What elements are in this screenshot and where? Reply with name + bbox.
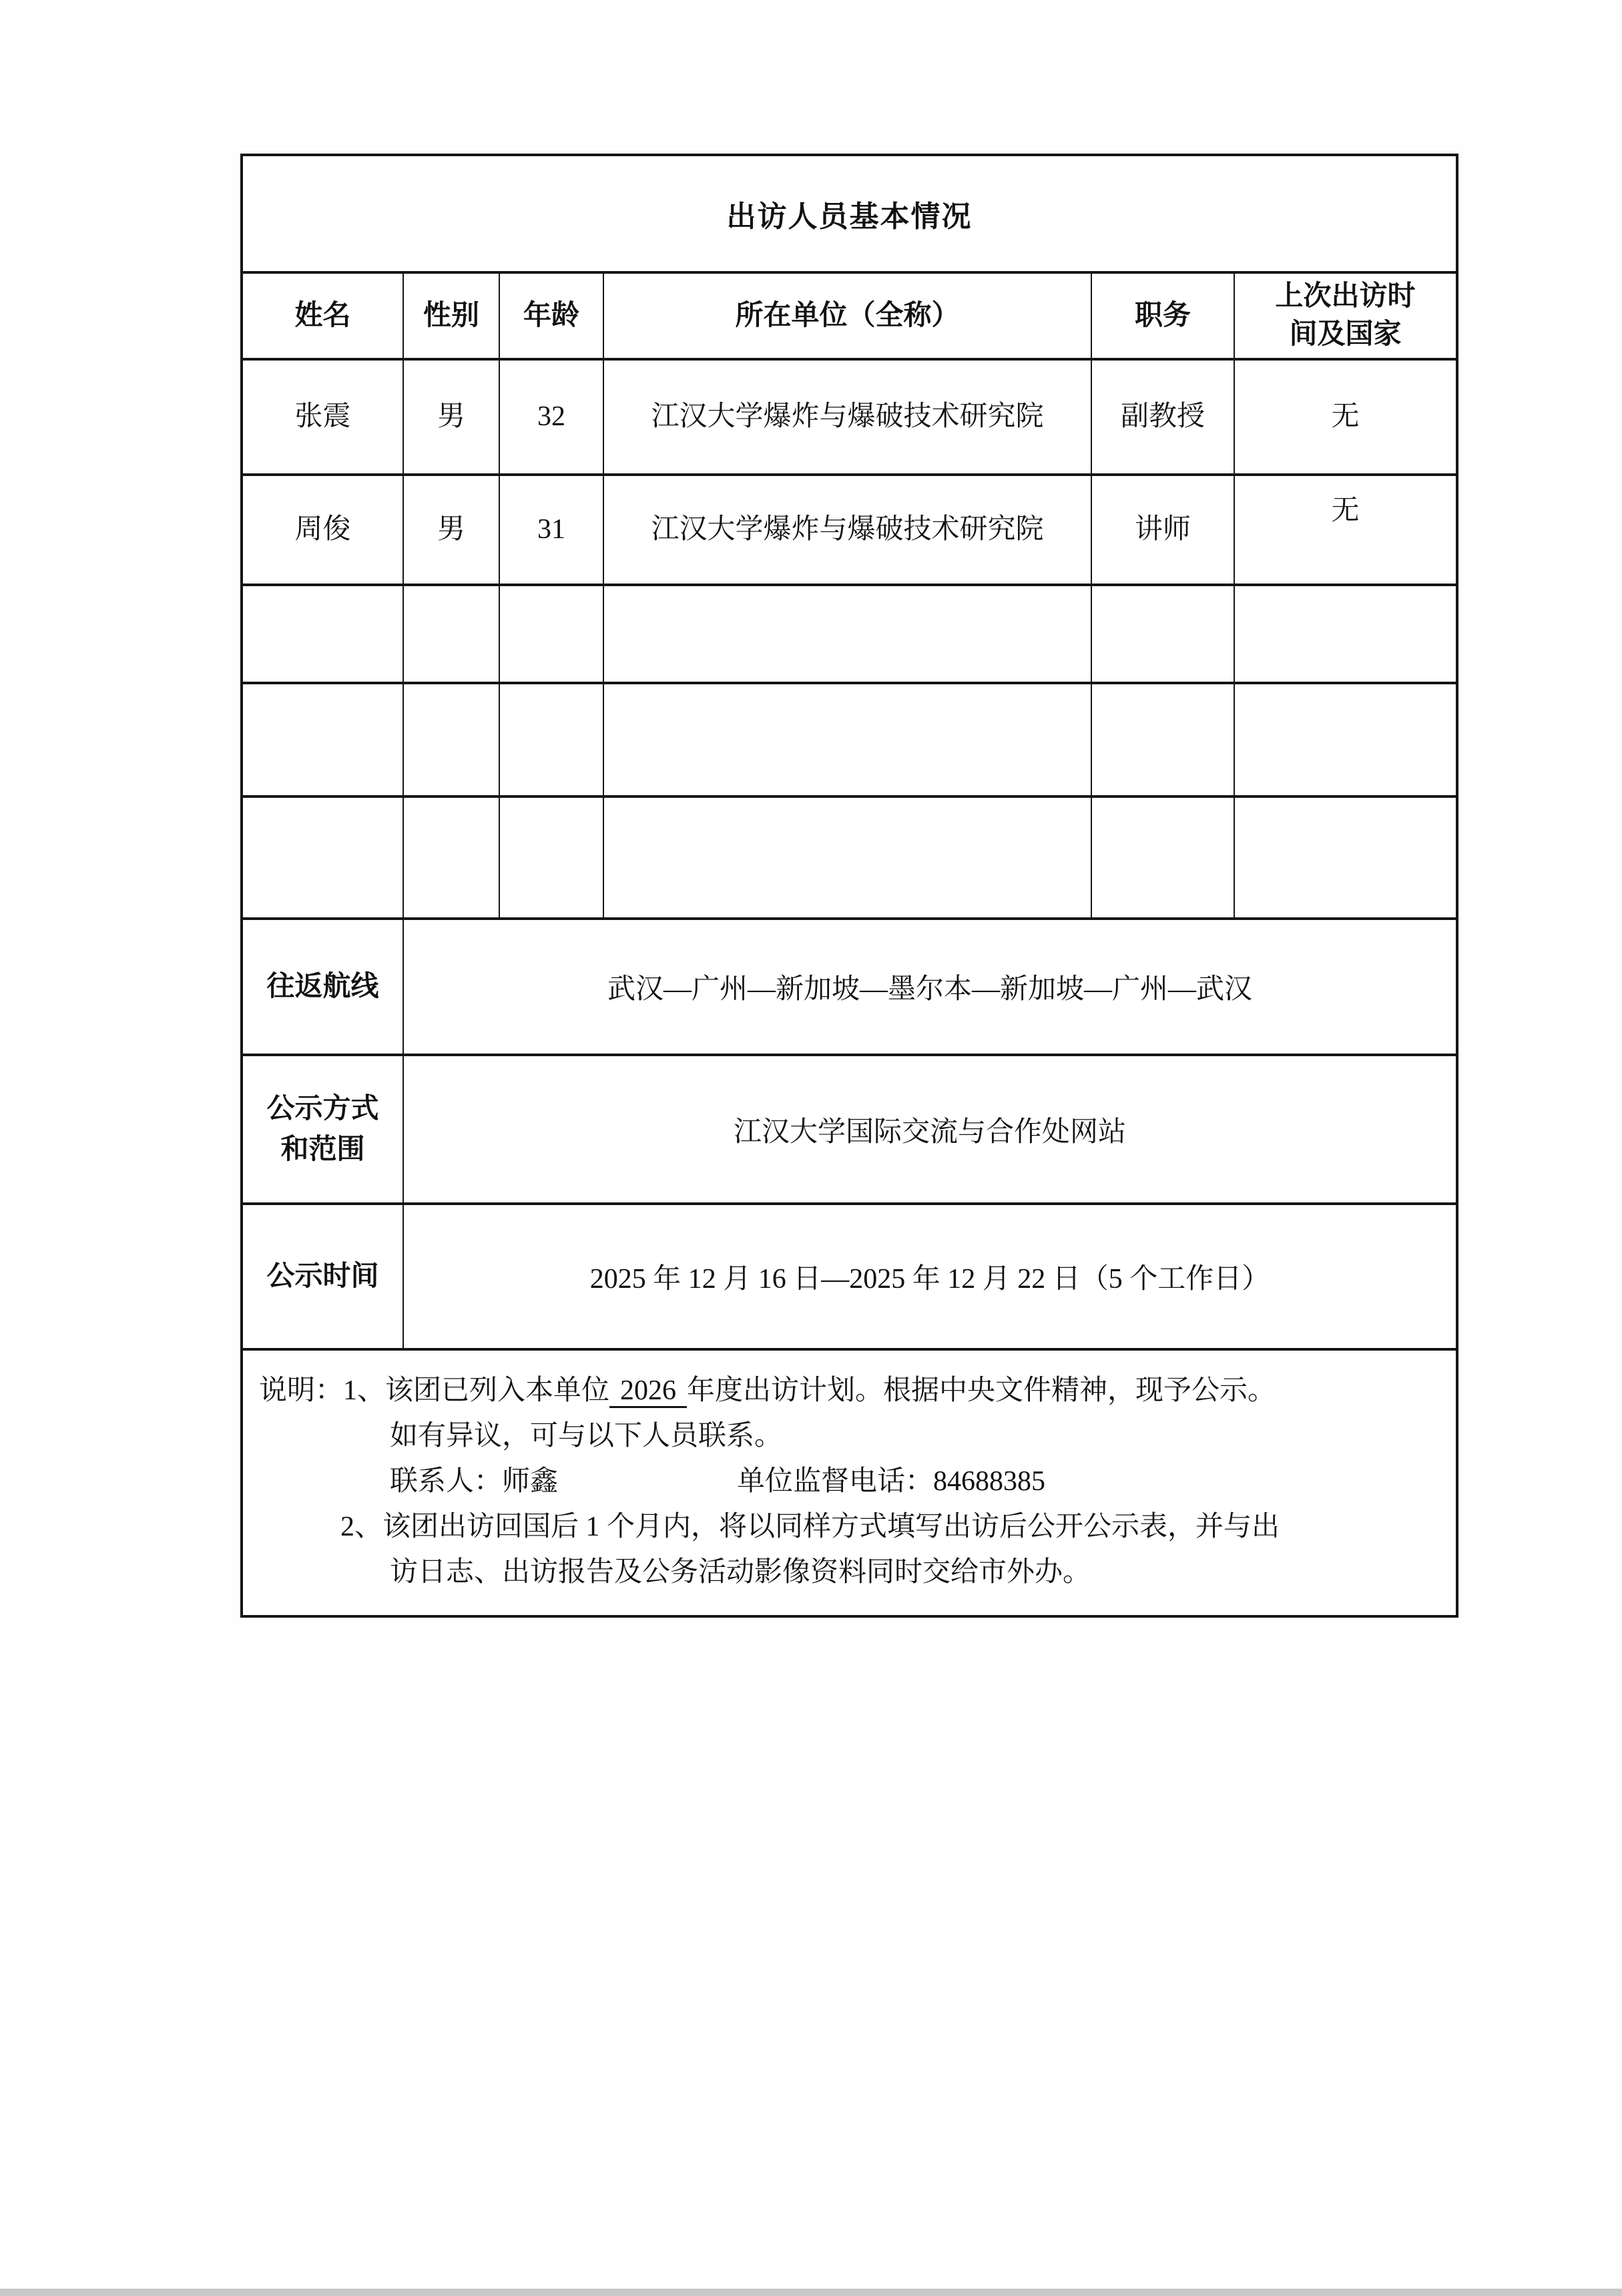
route-row bbox=[243, 920, 1456, 1056]
cell-age bbox=[500, 684, 604, 795]
table-row bbox=[243, 361, 1456, 476]
notes-section bbox=[243, 1351, 1456, 1615]
cell-age: 32 bbox=[500, 361, 604, 473]
publicity-method-label bbox=[243, 1056, 404, 1202]
route-label: 往返航线 bbox=[243, 920, 404, 1054]
cell-position bbox=[1092, 798, 1235, 917]
cell-unit bbox=[604, 684, 1092, 795]
notes-supervision-phone: 单位监督电话：84688385 bbox=[737, 1466, 1046, 1497]
cell-unit bbox=[604, 586, 1092, 682]
cell-gender bbox=[404, 684, 500, 795]
route-value: 武汉—广州—新加坡—墨尔本—新加坡—广州—武汉 bbox=[607, 974, 1252, 1005]
publicity-time-value: 2025 年 12 月 16 日—2025 年 12 月 22 日（5 个工作日） bbox=[589, 1264, 1270, 1295]
cell-position: 副教授 bbox=[1092, 361, 1235, 473]
table-body bbox=[243, 361, 1456, 920]
cell-last_visit bbox=[1235, 586, 1456, 682]
cell-last_visit bbox=[1235, 798, 1456, 917]
cell-unit: 江汉大学爆炸与爆破技术研究院 bbox=[604, 361, 1092, 473]
cell-last_visit bbox=[1235, 684, 1456, 795]
cell-name: 张震 bbox=[243, 361, 404, 473]
notes-plan-year: 2026 bbox=[609, 1375, 687, 1408]
header-last-visit-label: 上次出访时间及国家 bbox=[1275, 281, 1416, 350]
scan-artifact-strip bbox=[0, 2289, 1622, 2296]
publicity-method-value: 江汉大学国际交流与合作处网站 bbox=[733, 1116, 1126, 1148]
table-title: 出访人员基本情况 bbox=[243, 156, 1456, 274]
notes-contact: 联系人：师鑫 bbox=[390, 1466, 559, 1497]
cell-gender bbox=[404, 586, 500, 682]
notes-line-4: 2、该团出访回国后 1 个月内，将以同样方式填写出访后公开公示表，并与出 bbox=[340, 1512, 1280, 1542]
table-row bbox=[243, 798, 1456, 920]
notes-line-2: 如有异议，可与以下人员联系。 bbox=[390, 1421, 783, 1451]
header-age: 年龄 bbox=[500, 274, 604, 358]
cell-gender: 男 bbox=[404, 476, 500, 584]
header-position: 职务 bbox=[1092, 274, 1235, 358]
cell-unit: 江汉大学爆炸与爆破技术研究院 bbox=[604, 476, 1092, 584]
cell-age: 31 bbox=[500, 476, 604, 584]
cell-gender bbox=[404, 798, 500, 917]
header-last-visit bbox=[1235, 274, 1456, 358]
cell-name bbox=[243, 798, 404, 917]
cell-last_visit: 无 bbox=[1331, 495, 1360, 526]
notes-line1-pre: 说明：1、该团已列入本单位 bbox=[259, 1375, 610, 1406]
header-unit: 所在单位（全称） bbox=[604, 274, 1092, 358]
cell-gender: 男 bbox=[404, 361, 500, 473]
cell-name: 周俊 bbox=[243, 476, 404, 584]
notes-line-1 bbox=[259, 1368, 1440, 1413]
header-gender: 性别 bbox=[404, 274, 500, 358]
publicity-time-label: 公示时间 bbox=[243, 1205, 404, 1348]
cell-age bbox=[500, 798, 604, 917]
publicity-method-label-text: 公示方式和范围 bbox=[266, 1093, 379, 1165]
cell-position bbox=[1092, 684, 1235, 795]
cell-name bbox=[243, 586, 404, 682]
cell-last_visit: 无 bbox=[1331, 401, 1360, 433]
notes-line1-post: 年度出访计划。根据中央文件精神，现予公示。 bbox=[687, 1375, 1276, 1406]
visit-info-table bbox=[240, 154, 1458, 1618]
publicity-time-row bbox=[243, 1205, 1456, 1351]
cell-name bbox=[243, 684, 404, 795]
cell-position bbox=[1092, 586, 1235, 682]
cell-position: 讲师 bbox=[1092, 476, 1235, 584]
cell-age bbox=[500, 586, 604, 682]
table-header-row bbox=[243, 274, 1456, 361]
notes-line-5: 访日志、出访报告及公务活动影像资料同时交给市外办。 bbox=[390, 1557, 1091, 1588]
table-row bbox=[243, 586, 1456, 684]
cell-unit bbox=[604, 798, 1092, 917]
header-name: 姓名 bbox=[243, 274, 404, 358]
notes-line-3 bbox=[259, 1459, 1440, 1504]
table-row bbox=[243, 476, 1456, 586]
publicity-method-row bbox=[243, 1056, 1456, 1205]
table-row bbox=[243, 684, 1456, 798]
